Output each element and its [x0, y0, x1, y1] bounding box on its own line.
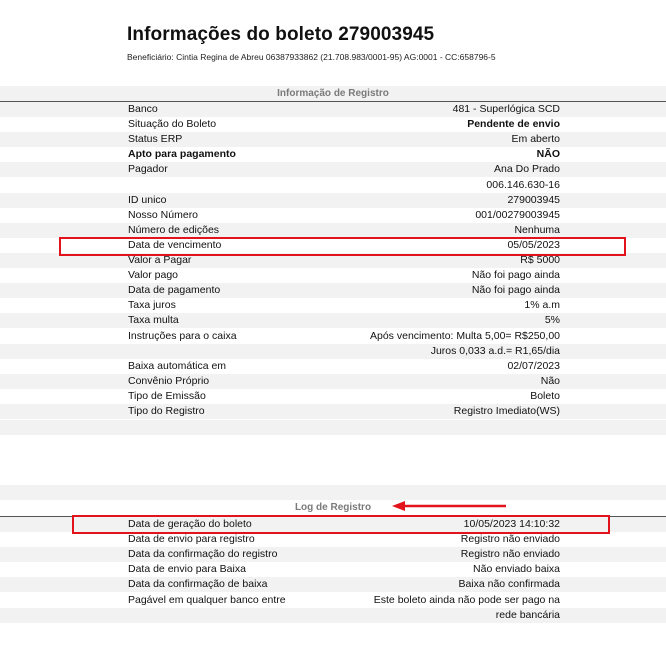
highlight-box-vencimento: [59, 237, 626, 256]
row-label-data-de-vencimento: Data de vencimento: [128, 238, 222, 251]
table-row: [0, 344, 666, 359]
row-value-nosso-numero: 001/00279003945: [475, 208, 560, 221]
table-row: [0, 329, 666, 344]
row-label-taxa-juros: Taxa juros: [128, 299, 176, 312]
row-label-tipo-do-registro: Tipo do Registro: [128, 405, 205, 417]
beneficiary-info: Beneficiário: Cintia Regina de Abreu 06387933862 (21.708.983/0001-95) AG:0001 - CC:658796-5: [127, 52, 496, 62]
row-label-data-da-confirmacao-do-registro: Data da confirmação do registro: [128, 548, 278, 561]
row-value-convenio-proprio: Não: [540, 374, 560, 387]
row-label-data-da-confirmacao-de-baixa: Data da confirmação de baixa: [128, 578, 268, 591]
row-value-valor-pago: Não foi pago ainda: [471, 269, 560, 282]
row-value-data-de-pagamento: Não foi pago ainda: [471, 284, 560, 297]
row-value-data-de-vencimento: 05/05/2023: [507, 238, 560, 251]
row-label-status-erp: Status ERP: [128, 133, 183, 146]
row-value-situacao-do-boleto: Pendente de envio: [467, 118, 560, 131]
table-row: [0, 374, 666, 389]
row-label-data-de-pagamento: Data de pagamento: [128, 284, 221, 297]
registro-section-title: Informação de Registro: [277, 88, 389, 99]
row-value-numero-de-edicoes: Nenhuma: [514, 223, 560, 236]
table-row: [0, 532, 666, 547]
table-row: [0, 298, 666, 313]
row-label-pagador: Pagador: [128, 163, 168, 176]
row-value-pagavel-em-qualquer-banco-entre: Este boleto ainda não pode ser pago na: [373, 593, 560, 606]
row-label-instrucoes-para-o-caixa: Instruções para o caixa: [128, 329, 237, 342]
row-label-valor-a-pagar: Valor a Pagar: [128, 254, 192, 266]
row-value-taxa-multa: 5%: [544, 314, 560, 327]
row-value-id-unico: 279003945: [507, 193, 560, 206]
table-row: [0, 132, 666, 147]
table-row: [0, 162, 666, 177]
row-label-numero-de-edicoes: Número de edições: [128, 223, 220, 236]
row-label-apto-para-pagamento: Apto para pagamento: [128, 148, 236, 161]
row-value-valor-a-pagar: R$ 5000: [520, 254, 560, 266]
row-label-situacao-do-boleto: Situação do Boleto: [128, 118, 217, 131]
row-value-tipo-de-emissao: Boleto: [530, 389, 560, 402]
row-value-status-erp: Em aberto: [511, 133, 560, 146]
row-value-data-de-geracao-do-boleto: 10/05/2023 14:10:32: [463, 518, 560, 530]
row-value-apto-para-pagamento: NÃO: [536, 148, 560, 161]
row-label-data-de-envio-para-baixa: Data de envio para Baixa: [128, 563, 246, 576]
row-value-tipo-do-registro: Registro Imediato(WS): [453, 405, 560, 417]
arrow-left-icon: [392, 499, 508, 513]
table-row: [0, 359, 666, 374]
row-value-banco: 481 - Superlógica SCD: [452, 103, 560, 115]
table-row: [0, 593, 666, 608]
row-label-nosso-numero: Nosso Número: [128, 208, 199, 221]
row-value-data-de-envio-para-baixa: Não enviado baixa: [473, 563, 560, 576]
row-value-data-da-confirmacao-de-baixa: Baixa não confirmada: [458, 578, 560, 591]
spacer-band-1: [0, 420, 666, 435]
row-label-baixa-automatica-em: Baixa automática em: [128, 359, 227, 372]
table-row: [0, 577, 666, 592]
row-label-banco: Banco: [128, 103, 158, 115]
table-row: [0, 193, 666, 208]
row-label-data-de-geracao-do-boleto: Data de geração do boleto: [128, 518, 252, 530]
row-value-taxa-juros: 1% a.m: [524, 299, 560, 312]
row-value-data-de-envio-para-registro: Registro não enviado: [460, 533, 560, 546]
row-label-pagavel-em-qualquer-banco-entre: Pagável em qualquer banco entre: [128, 593, 286, 606]
highlight-box-geracao: [72, 515, 610, 534]
page-title: Informações do boleto 279003945: [127, 24, 435, 45]
row-label-data-de-envio-para-registro: Data de envio para registro: [128, 533, 255, 546]
row-label-tipo-de-emissao: Tipo de Emissão: [128, 389, 206, 402]
row-value-baixa-automatica-em: 02/07/2023: [507, 359, 560, 372]
table-row: [0, 102, 666, 117]
table-row: [0, 147, 666, 162]
row-value-continuation: Juros 0,033 a.d.= R1,65/dia: [430, 344, 560, 357]
table-row: [0, 178, 666, 193]
row-label-valor-pago: Valor pago: [128, 269, 179, 282]
table-row: [0, 562, 666, 577]
row-value-continuation: rede bancária: [495, 608, 560, 621]
row-value-data-da-confirmacao-do-registro: Registro não enviado: [460, 548, 560, 561]
row-value-continuation: 006.146.630-16: [486, 178, 560, 191]
log-section-title: Log de Registro: [294, 502, 372, 513]
table-row: [0, 608, 666, 623]
table-row: [0, 208, 666, 223]
table-row: [0, 117, 666, 132]
table-row: [0, 404, 666, 419]
row-value-pagador: Ana Do Prado: [494, 163, 560, 176]
table-row: [0, 283, 666, 298]
row-label-convenio-proprio: Convênio Próprio: [128, 374, 210, 387]
table-row: [0, 223, 666, 238]
row-value-instrucoes-para-o-caixa: Após vencimento: Multa 5,00= R$250,00: [370, 329, 560, 342]
row-label-taxa-multa: Taxa multa: [128, 314, 179, 327]
table-row: [0, 389, 666, 404]
spacer-band-2: [0, 485, 666, 500]
row-label-id-unico: ID unico: [128, 193, 167, 206]
table-row: [0, 268, 666, 283]
table-row: [0, 547, 666, 562]
table-row: [0, 313, 666, 328]
